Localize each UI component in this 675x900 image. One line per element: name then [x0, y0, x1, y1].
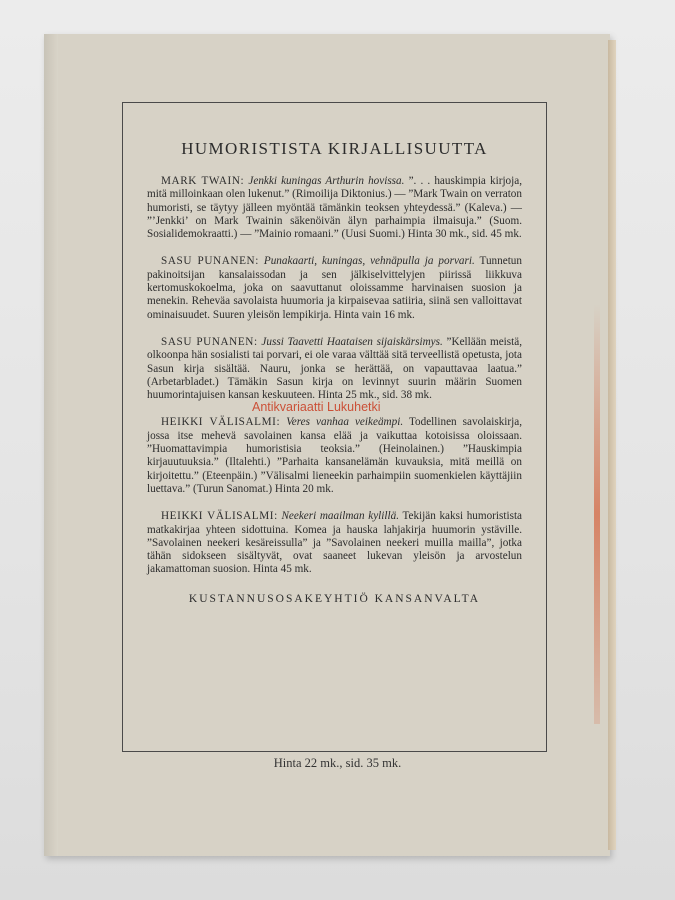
- cover-price: Hinta 22 mk., sid. 35 mk.: [273, 756, 402, 770]
- entry-author: SASU PUNANEN:: [161, 255, 259, 268]
- watermark-text: Antikvariaatti Lukuhetki: [252, 400, 381, 414]
- cover-edge-wear: [44, 34, 58, 856]
- entry-work-title: Neekeri maailman kylillä.: [281, 510, 399, 523]
- book-entry: [147, 255, 522, 321]
- page-block-edge: [608, 40, 616, 850]
- entry-paragraph: [147, 510, 522, 576]
- entry-text: Tekijän kaksi humoristista matkakirjaa yhteen sidottuina. Komea ja hauska lahjakirja huumorin ystäville. ”Savolainen neekeri kesäreissulla” ja ”Savolainen neekeri muilla mailla”, jotka tähän sidokseen sisältyvät, ovat saaneet lukevan yleisön ja arvostelun jakamattoman suosion. Hinta 45 mk.: [147, 510, 523, 576]
- entry-text: Todellinen savolaiskirja, jossa itse mehevä savolainen kansa elää ja vaikuttaa kotoisissa oloissaan. ”Huomattavimpia humoristisia teoksia.” (Heinolainen.) ”Hauskimpia kirjauutuuksia.” (Iltalehti.) ”Parhaita kansanelämän kuvauksia, mitä meillä on kirjoitettu.” (Eteenpäin.) ”Välisalmi lieneekin parhaimpiin suomenkielen käyttäjiin luettava.” (Turun Sanomat.) Hinta 20 mk.: [147, 416, 522, 495]
- advertisement-panel: [122, 102, 547, 752]
- entry-text: Tunnetun pakinoitsijan kansalaissodan ja sen jälkiselvittelyjen piirissä liikkuva kertomuskokoelma, joka on saavuttanut oloissamme harvinaisen suosion ja menekin. Reheväa savolaista huumoria ja kirpaisevaa satiiria, siinä sen valloittavat ominaisuudet. Suuren yleisön lempikirja. Hinta vain 16 mk.: [147, 255, 522, 321]
- publisher-name: KUSTANNUSOSAKEYHTIÖ KANSANVALTA: [188, 592, 481, 605]
- book-entry: [147, 416, 522, 496]
- book-entry: [147, 336, 522, 402]
- entry-text: ”. . . hauskimpia kirjoja, mitä milloinkaan olen lukenut.” (Rimoilija Diktonius.) — ”Mark Twain on verraton humoristi, se täytyy jälleen myöntää tämänkin teoksen yhteydessä.” (Kaleva.) — ”’Jenkki’ on Mark Twainin säkenöivän älyn parhaimpia ilmaisuja.” (Suom. Sosialidemokraatti.) — ”Mainio romaani.” (Uusi Suomi.) Hinta 30 mk., sid. 45 mk.: [147, 175, 523, 241]
- book-entry: [147, 510, 522, 576]
- entry-work-title: Jenkki kuningas Arthurin hovissa.: [248, 175, 405, 187]
- book-entry: [147, 175, 522, 241]
- panel-title: HUMORISTISTA KIRJALLISUUTTA: [181, 139, 488, 158]
- entry-author: SASU PUNANEN:: [161, 335, 258, 348]
- entry-paragraph: [147, 175, 522, 241]
- entry-author: HEIKKI VÄLISALMI:: [161, 416, 281, 429]
- entry-author: MARK TWAIN:: [161, 175, 245, 187]
- entry-author: HEIKKI VÄLISALMI:: [161, 510, 278, 523]
- edge-stain: [594, 304, 600, 724]
- entry-paragraph: [147, 255, 522, 321]
- entry-paragraph: [147, 336, 522, 402]
- entry-text: ”Kellään meistä, olkoonpa hän sosialisti tai porvari, ei ole varaa välttää sitä terveellistä opetusta, jota Sasun kirja sisältää. Nauru, jonka se herättää, on vapauttavaa laatua.” (Arbetarbladet.) Tämäkin Sasun kirja on levinnyt suurin määrin Suomen huumorintajuisen kansan keskuuteen. Hinta 25 mk., sid. 38 mk.: [147, 335, 523, 402]
- entry-work-title: Jussi Taavetti Haataisen sijaiskärsimys.: [261, 335, 443, 348]
- entry-work-title: Veres vanhaa veikeämpi.: [286, 416, 404, 429]
- entry-work-title: Punakaarti, kuningas, vehnäpulla ja porvari.: [263, 255, 475, 268]
- entry-paragraph: [147, 416, 522, 496]
